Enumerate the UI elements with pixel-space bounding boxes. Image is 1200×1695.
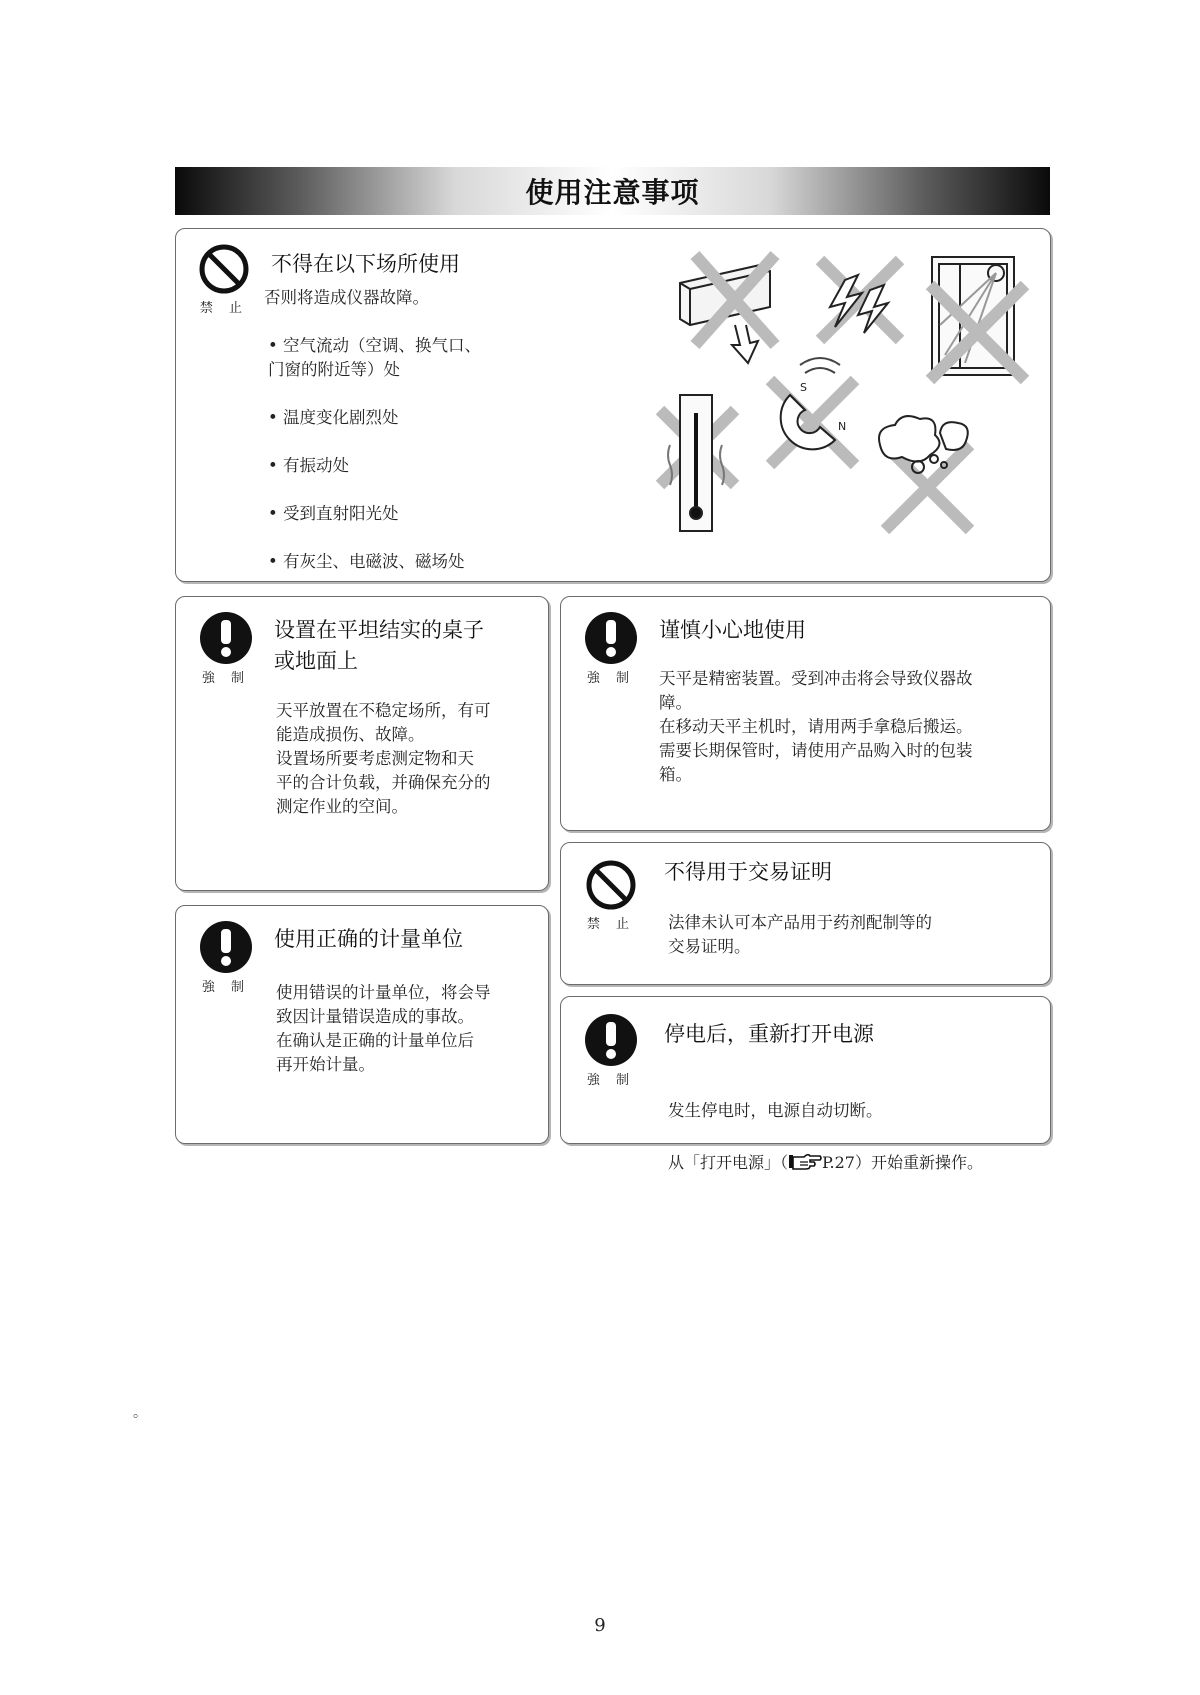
mandatory-sign (196, 920, 256, 995)
prohibit-label: 禁 止 (199, 301, 249, 316)
prohibit-icon (583, 859, 639, 911)
prohibit-icon (196, 243, 252, 295)
sunlit-window-icon (930, 257, 1025, 380)
mandatory-icon (583, 611, 639, 665)
box-intro: 否则将造成仪器故障。 (264, 288, 429, 307)
box-title: 使用正确的计量单位 (274, 927, 463, 951)
body-line (668, 1151, 1048, 1175)
mandatory-icon (198, 611, 254, 665)
box-title: 谨慎小心地使用 (659, 618, 806, 642)
prohibit-sign (581, 859, 641, 932)
magnet-icon (770, 358, 855, 465)
prohibit-label: 禁 止 (586, 917, 636, 932)
mandatory-icon (198, 920, 254, 974)
page-number: 9 (594, 1615, 606, 1636)
box-title: 设置在平坦结实的桌子 或地面上 (274, 618, 484, 673)
mandatory-sign (581, 1013, 641, 1088)
mandatory-label: 強 制 (586, 671, 636, 686)
magnet-s-label: S (800, 381, 807, 394)
pointing-hand-icon[interactable] (788, 1152, 822, 1170)
prohibit-sign (194, 243, 254, 316)
prohibited-locations-illustration (640, 245, 1040, 535)
list-item: • 温度变化剧烈处 (268, 408, 399, 427)
box-body (668, 1075, 1048, 1199)
box-body: 法律未认可本产品用于药剂配制等的 交易证明。 (668, 913, 932, 956)
list-item: • 受到直射阳光处 (268, 504, 399, 523)
electromagnetic-wave-icon (820, 260, 900, 340)
mandatory-sign (581, 611, 641, 686)
dust-cloud-icon (879, 416, 970, 530)
mandatory-icon (583, 1013, 639, 1067)
caution-box-handle-with-care (560, 596, 1051, 831)
caution-box-units (175, 905, 549, 1144)
body-text: 从「打开电源」（ (668, 1153, 789, 1172)
mandatory-label: 強 制 (201, 671, 251, 686)
list-item: • 空气流动（空调、换气口、 门窗的附近等）处 (268, 336, 481, 379)
caution-box-installation (175, 596, 549, 891)
body-text: ）开始重新操作。 (854, 1153, 983, 1172)
list-item: • 有振动处 (268, 456, 349, 475)
mandatory-label: 強 制 (586, 1073, 636, 1088)
page-title: 使用注意事项 (525, 176, 700, 209)
caution-box-power-failure (560, 996, 1051, 1172)
mandatory-label: 強 制 (201, 980, 251, 995)
mandatory-sign (196, 611, 256, 686)
section-banner (175, 167, 1050, 215)
page-reference-link[interactable]: P.27 (822, 1153, 855, 1172)
box-body: 天平放置在不稳定场所，有可 能造成损伤、故障。 设置场所要考虑测定物和天 平的合计负载，并确保充分的 测定作业的空间。 (276, 701, 491, 816)
caution-box-transaction (560, 842, 1051, 985)
box-body: 天平是精密装置。受到冲击将会导致仪器故 障。 在移动天平主机时，请用两手拿稳后搬运。 需要长期保管时，请使用产品购入时的包装 箱。 (659, 669, 973, 784)
list-item: • 有灰尘、电磁波、磁场处 (268, 552, 465, 571)
box-title: 不得在以下场所使用 (271, 252, 460, 276)
air-conditioner-icon (680, 255, 775, 363)
box-title: 停电后，重新打开电源 (664, 1022, 874, 1046)
stray-mark: 。 (133, 1405, 147, 1421)
box-title: 不得用于交易证明 (664, 860, 832, 884)
magnet-n-label: N (838, 420, 847, 433)
body-line: 发生停电时，电源自动切断。 (668, 1101, 883, 1120)
box-body: 使用错误的计量单位，将会导 致因计量错误造成的事故。 在确认是正确的计量单位后 再开始计量。 (276, 983, 491, 1074)
bullet-list (268, 310, 481, 598)
thermometer-icon (660, 395, 735, 531)
